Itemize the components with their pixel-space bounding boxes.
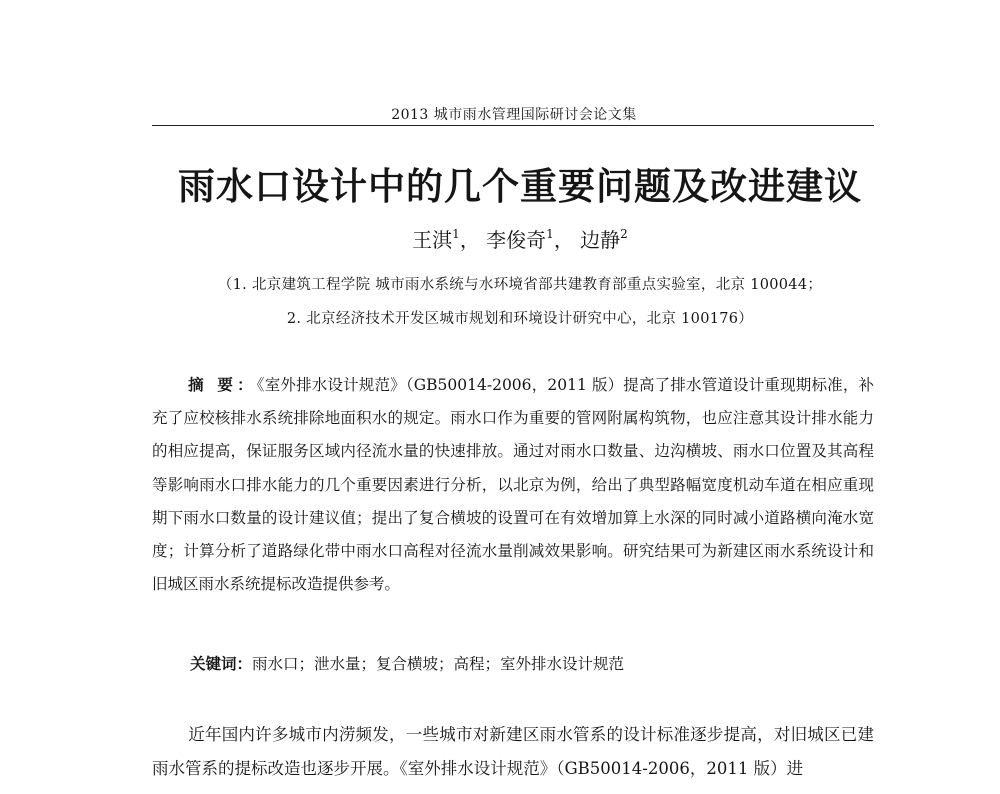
affiliation-line: （1. 北京建筑工程学院 城市雨水系统与水环境省部共建教育部重点实验室，北京 100044； bbox=[217, 277, 823, 293]
abstract bbox=[152, 369, 874, 601]
author-affiliation-mark: 2 bbox=[620, 227, 628, 241]
author-list bbox=[150, 224, 890, 253]
body-text: 近年国内许多城市内涝频发，一些城市对新建区雨水管系的设计标准逐步提高，对旧城区已建雨水管系的提标改造也逐步开展。《室外排水设计规范》（GB50014-2006，2011 版）进 bbox=[152, 725, 874, 778]
body-paragraph bbox=[152, 718, 874, 786]
author-separator: ， bbox=[553, 228, 574, 252]
paper-title: 雨水口设计中的几个重要问题及改进建议 bbox=[178, 165, 862, 208]
author-affiliation-mark: 1 bbox=[452, 227, 460, 241]
author-separator: ， bbox=[459, 228, 480, 252]
author-name: 边静 bbox=[580, 228, 621, 252]
keywords-text: 雨水口；泄水量；复合横坡；高程；室外排水设计规范 bbox=[252, 655, 625, 673]
keywords-label: 关键词： bbox=[190, 655, 253, 673]
affiliation-line: 2. 北京经济技术开发区城市规划和环境设计研究中心，北京 100176） bbox=[286, 311, 754, 327]
author-name: 李俊奇 bbox=[486, 228, 547, 252]
author-name: 王淇 bbox=[412, 228, 453, 252]
keywords bbox=[190, 652, 874, 674]
author-affiliation-mark: 1 bbox=[546, 227, 554, 241]
abstract-label: 摘 要： bbox=[188, 376, 257, 394]
header-rule bbox=[152, 125, 874, 126]
abstract-text: 《室外排水设计规范》（GB50014-2006，2011 版）提高了排水管道设计重现期标准，补充了应校核排水系统排除地面积水的规定。雨水口作为重要的管网附属构筑物，也应注意其设计排水能力的相应提高，保证服务区域内径流水量的快速排放。通过对雨水口数量、边沟横坡、雨水口位置及其高程等影响雨水口排水能力的几个重要因素进行分析，以北京为例，给出了典型路幅宽度机动车道在相应重现期下雨水口数量的设计建议值；提出了复合横坡的设置可在有效增加算上水深的同时减小道路横向淹水宽度；计算分析了道路绿化带中雨水口高程对径流水量削减效果影响。研究结果可为新建区雨水系统设计和旧城区雨水系统提标改造提供参考。 bbox=[152, 376, 874, 594]
running-header: 2013 城市雨水管理国际研讨会论文集 bbox=[391, 107, 637, 123]
